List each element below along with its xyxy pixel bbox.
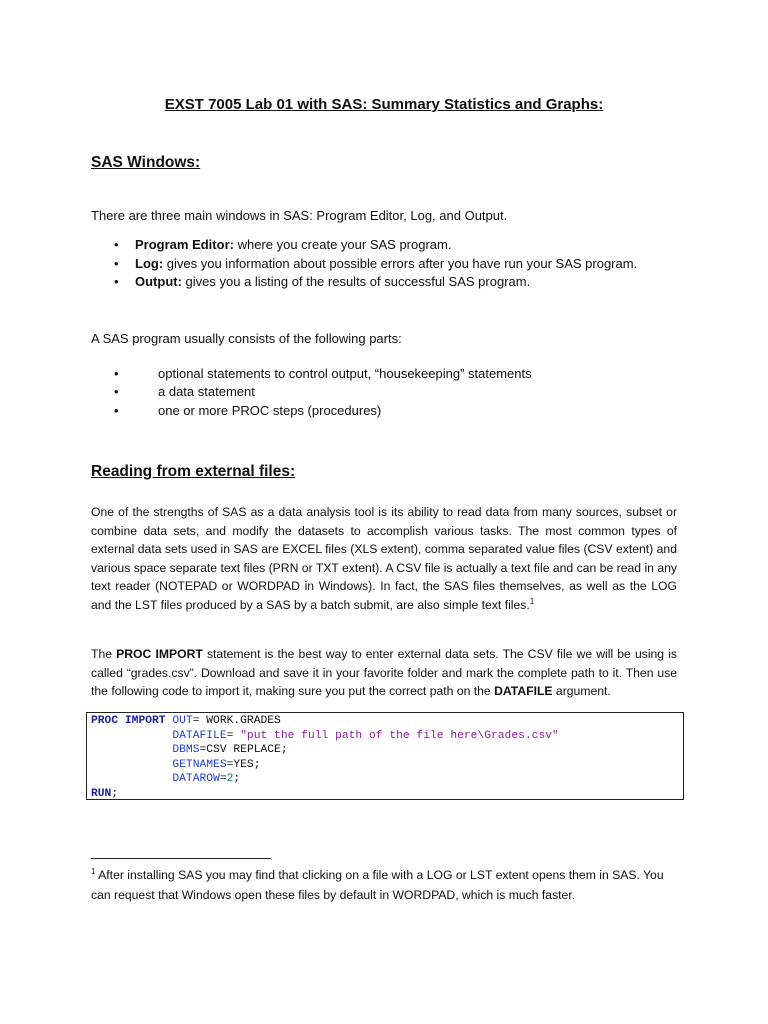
term-program-editor: Program Editor: xyxy=(135,237,234,252)
code-string-path: "put the full path of the file here\Grades.csv" xyxy=(240,729,559,742)
code-line xyxy=(91,772,683,787)
code-keyword-run: RUN xyxy=(91,787,112,800)
bullet-icon: • xyxy=(114,384,119,399)
code-value: =YES; xyxy=(226,758,261,771)
term-log: Log: xyxy=(135,256,164,271)
code-option-datarow: DATAROW xyxy=(172,773,220,786)
paragraph-strengths xyxy=(91,503,677,615)
list-item xyxy=(135,237,451,252)
footnote-mark: 1 xyxy=(91,866,96,876)
bullet-icon: • xyxy=(114,403,119,418)
list-item: a data statement xyxy=(158,384,255,399)
code-number: 2 xyxy=(226,773,234,786)
code-line xyxy=(91,714,683,729)
p2-text-e: argument. xyxy=(552,684,611,699)
windows-intro: There are three main windows in SAS: Program Editor, Log, and Output. xyxy=(91,208,508,223)
code-value: = WORK.GRADES xyxy=(192,715,281,727)
p2-text-a: The xyxy=(91,647,117,661)
list-item xyxy=(135,256,637,271)
code-value: =CSV REPLACE; xyxy=(199,744,288,757)
list-item: optional statements to control output, “housekeeping” statements xyxy=(158,366,532,381)
code-option-out: OUT xyxy=(172,715,193,727)
p2-text-c: statement is the best way to enter external data sets. The CSV file we will be using is called “grades.csv”. Download and save it in your favorite folder and mark the complete path to it. Then use the following code to import it, making sure you put the correct path on the xyxy=(91,647,677,699)
footnote xyxy=(91,866,681,905)
footnote-text: After installing SAS you may find that clicking on a file with a LOG or LST extent opens them in SAS. You can request that Windows open these files by default in WORDPAD, which is much faster. xyxy=(91,868,664,902)
bullet-icon: • xyxy=(114,256,119,271)
code-block xyxy=(86,712,684,800)
paragraph-proc-import xyxy=(91,645,677,701)
footnote-separator xyxy=(91,858,271,859)
code-line xyxy=(91,787,683,802)
heading-reading-external-files: Reading from external files: xyxy=(91,463,296,480)
code-semicolon: ; xyxy=(233,773,241,786)
paragraph-strengths-text: One of the strengths of SAS as a data analysis tool is its ability to read data from many sources, subset or combine data sets, and modify the datasets to accomplish various tasks. The most common types of external data sets used in SAS are EXCEL files (XLS extent), comma separated value files (CSV extent) and various space separate text files (PRN or TXT extent). A CSV file is actually a text file and can be read in any text reader (NOTEPAD or WORDPAD in Windows). In fact, the SAS files themselves, as well as the LOG and the LST files produced by a SAS by a batch submit, are also simple text files. xyxy=(91,505,677,612)
term-output: Output: xyxy=(135,274,182,289)
code-option-getnames: GETNAMES xyxy=(172,758,227,771)
heading-sas-windows: SAS Windows: xyxy=(91,154,201,171)
footnote-reference[interactable]: 1 xyxy=(529,596,535,606)
bullet-icon: • xyxy=(114,366,119,381)
desc-log: gives you information about possible errors after you have run your SAS program. xyxy=(163,256,638,271)
code-option-datafile: DATAFILE xyxy=(172,729,227,742)
desc-output: gives you a listing of the results of successful SAS program. xyxy=(181,274,531,289)
list-item: one or more PROC steps (procedures) xyxy=(158,403,382,418)
code-equals: = xyxy=(226,729,241,742)
code-option-dbms: DBMS xyxy=(172,744,200,757)
datafile-keyword: DATAFILE xyxy=(494,684,553,699)
code-keyword-proc-import: PROC IMPORT xyxy=(91,715,166,727)
code-line xyxy=(91,729,683,744)
code-semicolon: ; xyxy=(111,787,119,800)
code-line xyxy=(91,743,683,758)
proc-import-keyword: PROC IMPORT xyxy=(116,647,203,661)
parts-intro: A SAS program usually consists of the following parts: xyxy=(91,331,402,346)
bullet-icon: • xyxy=(114,274,119,289)
document-title: EXST 7005 Lab 01 with SAS: Summary Statistics and Graphs: xyxy=(164,96,604,113)
desc-program-editor: where you create your SAS program. xyxy=(233,237,452,252)
bullet-icon: • xyxy=(114,237,119,252)
code-line xyxy=(91,758,683,773)
code-equals: = xyxy=(219,773,227,786)
list-item xyxy=(135,274,530,289)
